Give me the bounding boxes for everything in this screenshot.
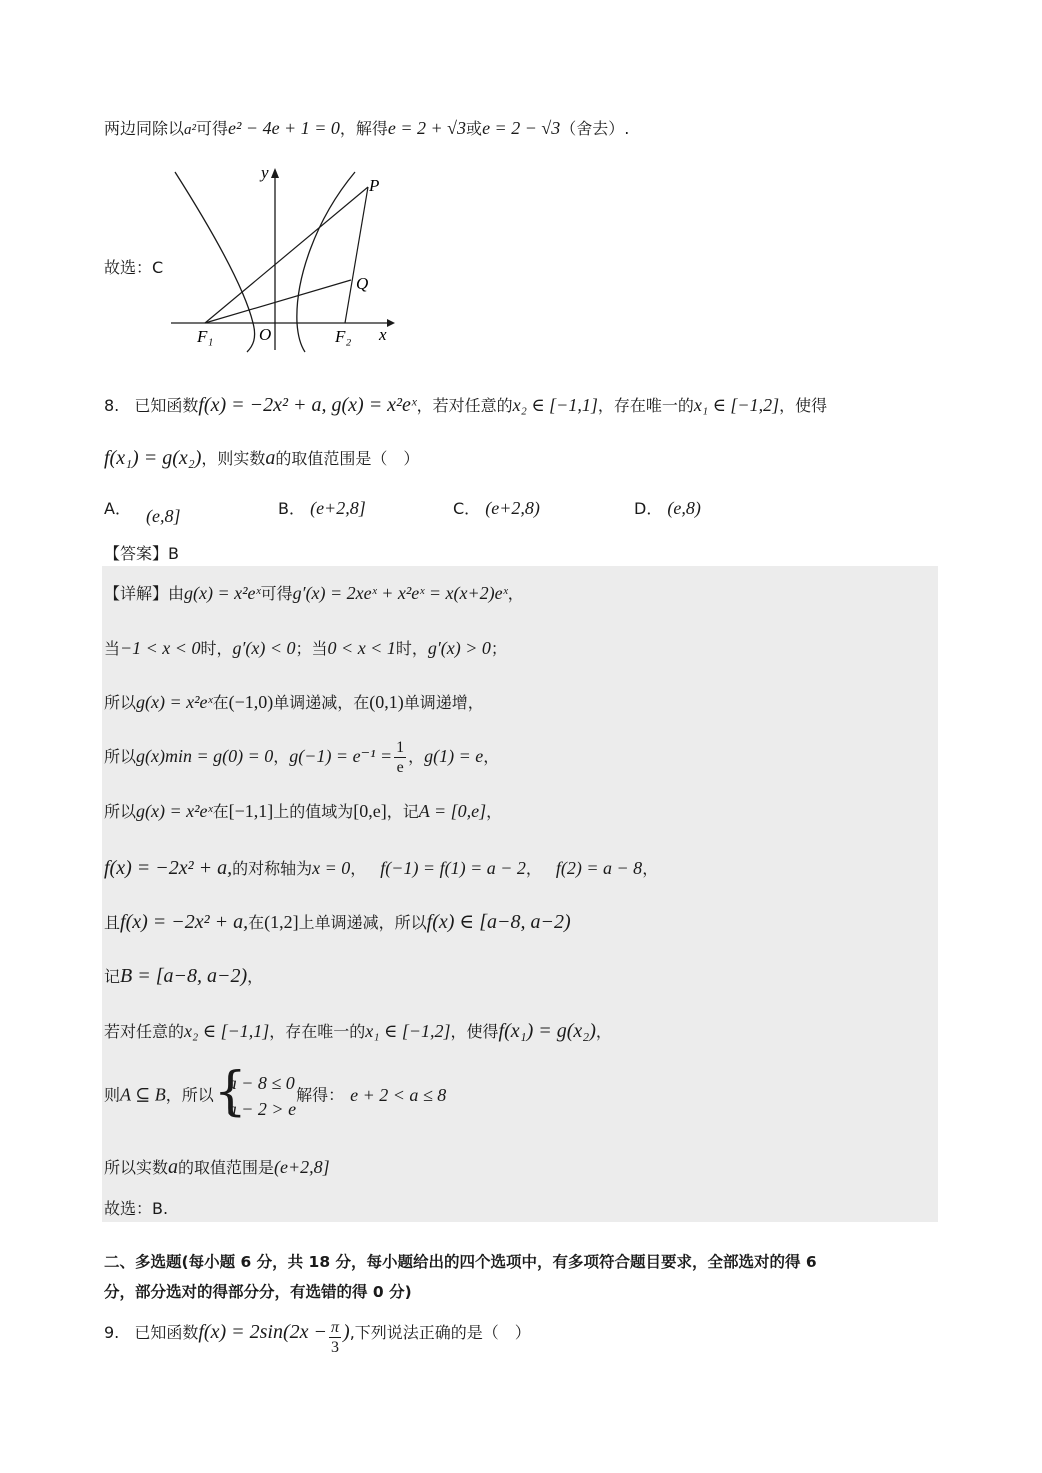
text: 【详解】由: [104, 584, 185, 603]
solution-line-2: [104, 638, 507, 660]
math: x₂ ∈ [−1,1]: [184, 1021, 270, 1041]
text: ，解得: [339, 119, 388, 138]
solution-line-6: [104, 856, 658, 880]
text: ，所以: [165, 1085, 214, 1105]
solution-line-1: [104, 583, 524, 605]
solution-line-10: [104, 1062, 447, 1122]
math: (e+2,8]: [274, 1157, 330, 1177]
math: 0 < x < 1: [327, 638, 396, 658]
math: a²: [184, 122, 197, 138]
q8-option-c[interactable]: [453, 498, 540, 520]
text: ，存在唯一的: [269, 1022, 366, 1041]
text: ，: [483, 747, 500, 767]
q8-option-b[interactable]: [278, 498, 366, 520]
system-row: a − 8 ≤ 0: [227, 1073, 295, 1093]
math: (1,2]: [264, 912, 299, 932]
text: 可得: [260, 584, 293, 603]
text: 所以实数: [104, 1158, 169, 1177]
math: g′(x) < 0: [232, 638, 296, 658]
text: 时，: [200, 639, 233, 658]
text: ，则实数: [201, 449, 266, 468]
option-value: (e,8): [667, 498, 701, 518]
brace: {: [213, 1062, 247, 1122]
math: A ⊆ B: [120, 1084, 166, 1105]
text: ，: [273, 747, 290, 767]
math: −1 < x < 0: [120, 638, 201, 658]
hyperbola-right-branch: [297, 172, 355, 352]
math: e + 2 < a ≤ 8: [350, 1084, 447, 1105]
math: (−1,0): [228, 692, 274, 712]
text: 时，: [395, 639, 428, 658]
q8-answer: 【答案】B: [104, 544, 179, 563]
x-arrow: [387, 319, 395, 327]
math: g(−1) = e⁻¹ =: [289, 746, 393, 767]
math: ): [343, 1321, 350, 1344]
text: 的取值范围是: [178, 1158, 275, 1177]
math: f(2) = a − 8: [555, 858, 643, 878]
text: 且: [104, 913, 121, 932]
label-y: y: [261, 163, 269, 182]
label-F2: F₂: [335, 327, 352, 346]
text: ，: [507, 584, 524, 603]
label-O: O: [259, 325, 272, 344]
option-value: (e,8]: [146, 506, 181, 526]
math: a: [168, 1156, 179, 1178]
solution-line-9: [104, 1019, 612, 1043]
text: 若对任意的: [104, 1022, 185, 1041]
text: ，: [408, 747, 425, 767]
solution-line-8: [104, 964, 263, 988]
option-label: C．: [453, 499, 481, 518]
text: 已知函数: [134, 396, 199, 415]
option-label: A．: [104, 499, 131, 518]
text: ，使得: [450, 1022, 499, 1041]
section2-title-line2: 分，部分选对的得部分分，有选错的得 0 分): [104, 1283, 412, 1301]
math: g(x)min = g(0) = 0: [136, 746, 274, 767]
q8-option-a[interactable]: [104, 498, 181, 526]
math: A = [0,e]: [418, 801, 487, 821]
text: ，: [247, 967, 264, 986]
math: e = 2 + √3: [387, 118, 467, 138]
solution-line-4: [104, 738, 499, 777]
text: （舍去）.: [560, 119, 630, 138]
text: 在: [212, 693, 229, 712]
question-number: 9.: [104, 1323, 120, 1343]
inequality-system: [213, 1062, 297, 1122]
text: 所以: [104, 802, 137, 821]
text: ，: [595, 1022, 612, 1041]
solution-block: [102, 566, 938, 1222]
line-F2P: [345, 187, 368, 323]
y-arrow: [271, 168, 279, 178]
math: g(1) = e: [424, 746, 484, 767]
text: 所以: [104, 693, 137, 712]
text: ，记: [386, 802, 419, 821]
math: g(x) = x²eˣ: [184, 583, 261, 603]
text: 单调递减，在: [273, 693, 370, 712]
math: B = [a−8, a−2): [120, 965, 248, 987]
text: 两边同除以: [104, 119, 185, 138]
math: f(x₁) = g(x₂): [104, 447, 202, 469]
text: 可得: [196, 119, 229, 138]
text: 的对称轴为: [232, 859, 313, 878]
text: 的取值范围是（ ）: [275, 449, 420, 468]
q9-stem: [104, 1318, 531, 1357]
math: x = 0: [312, 858, 351, 878]
math: x₂ ∈ [−1,1]: [512, 395, 598, 415]
text: ，: [350, 859, 367, 878]
section2-title-line1: 二、多选题(每小题 6 分，共 18 分，每小题给出的四个选项中，有多项符合题目要求，全部选对的得 6: [104, 1253, 817, 1271]
numerator: 1: [394, 738, 406, 758]
q8-option-d[interactable]: [634, 498, 701, 520]
text: 当: [104, 639, 121, 658]
denominator: 3: [331, 1339, 339, 1357]
fraction-1-over-e: [394, 738, 406, 777]
math: f(−1) = f(1) = a − 2: [380, 858, 526, 878]
math: e = 2 − √3: [482, 118, 561, 138]
math: [−1,1]: [228, 801, 274, 821]
line-F1Q: [205, 280, 351, 323]
math: g′(x) = 2xeˣ + x²eˣ = x(x+2)eˣ: [292, 583, 508, 603]
fraction-pi-over-3: [329, 1318, 341, 1357]
math: f(x) = −2x² + a,: [120, 911, 249, 933]
math: f(x₁) = g(x₂): [498, 1020, 596, 1042]
hyperbola-figure: [165, 160, 400, 355]
text: 则: [104, 1085, 121, 1105]
text: ，存在唯一的: [597, 396, 694, 415]
text: 记: [104, 967, 121, 986]
text: ，: [525, 859, 542, 878]
label-F1: F₁: [197, 327, 214, 346]
math: (0,1): [369, 692, 404, 712]
text: 单调递增，: [403, 693, 484, 712]
math: f(x) = −2x² + a, g(x) = x²eˣ: [198, 394, 417, 416]
text: 已知函数: [134, 1323, 199, 1343]
text: ,下列说法正确的是（ ）: [349, 1323, 531, 1343]
math: e² − 4e + 1 = 0: [228, 118, 340, 138]
text: 上单调递减，所以: [298, 913, 427, 932]
system-row: a − 2 > e: [227, 1099, 297, 1119]
math: g(x) = x²eˣ: [136, 692, 213, 712]
math: x₁ ∈ [−1,2]: [693, 395, 780, 415]
text: 所以: [104, 747, 137, 767]
text: ，: [642, 859, 659, 878]
solution-line-12: 故选：B.: [104, 1199, 169, 1218]
q8-stem-line2: [104, 446, 419, 470]
label-x: x: [379, 325, 387, 344]
text: ；当: [295, 639, 328, 658]
math: f(x) ∈ [a−8, a−2): [426, 911, 571, 933]
label-P: P: [369, 176, 380, 195]
solution-line-3: [104, 692, 484, 714]
text: 或: [466, 119, 483, 138]
math: x₁ ∈ [−1,2]: [365, 1021, 451, 1041]
text: 解得：: [296, 1085, 345, 1105]
top-line: [104, 118, 629, 140]
solution-line-7: [104, 910, 571, 934]
math: g(x) = x²eˣ: [136, 801, 213, 821]
question-number: 8.: [104, 396, 120, 415]
label-Q: Q: [356, 274, 369, 293]
solution-line-5: [104, 801, 502, 823]
option-label: B．: [278, 499, 305, 518]
text: ，: [486, 802, 503, 821]
hyperbola-left-branch: [175, 172, 255, 352]
denominator: e: [396, 759, 404, 777]
math: a: [265, 447, 276, 469]
text: ；: [490, 639, 507, 658]
numerator: π: [329, 1318, 341, 1338]
text: 上的值域为: [273, 802, 354, 821]
math: f(x) = −2x² + a,: [104, 857, 233, 879]
text: 在: [248, 913, 265, 932]
line-F1P: [205, 187, 368, 323]
text: 在: [212, 802, 229, 821]
math: g′(x) > 0: [427, 638, 491, 658]
option-value: (e+2,8]: [310, 498, 366, 518]
choice-7: 故选：C: [104, 258, 164, 277]
math: [0,e]: [353, 801, 387, 821]
option-label: D．: [634, 499, 663, 518]
option-value: (e+2,8): [485, 498, 540, 518]
q8-stem-line1: [104, 393, 827, 417]
solution-line-11: [104, 1155, 330, 1179]
text: ，若对任意的: [416, 396, 513, 415]
text: ，使得: [779, 396, 828, 415]
math: f(x) = 2sin(2x −: [198, 1321, 327, 1344]
